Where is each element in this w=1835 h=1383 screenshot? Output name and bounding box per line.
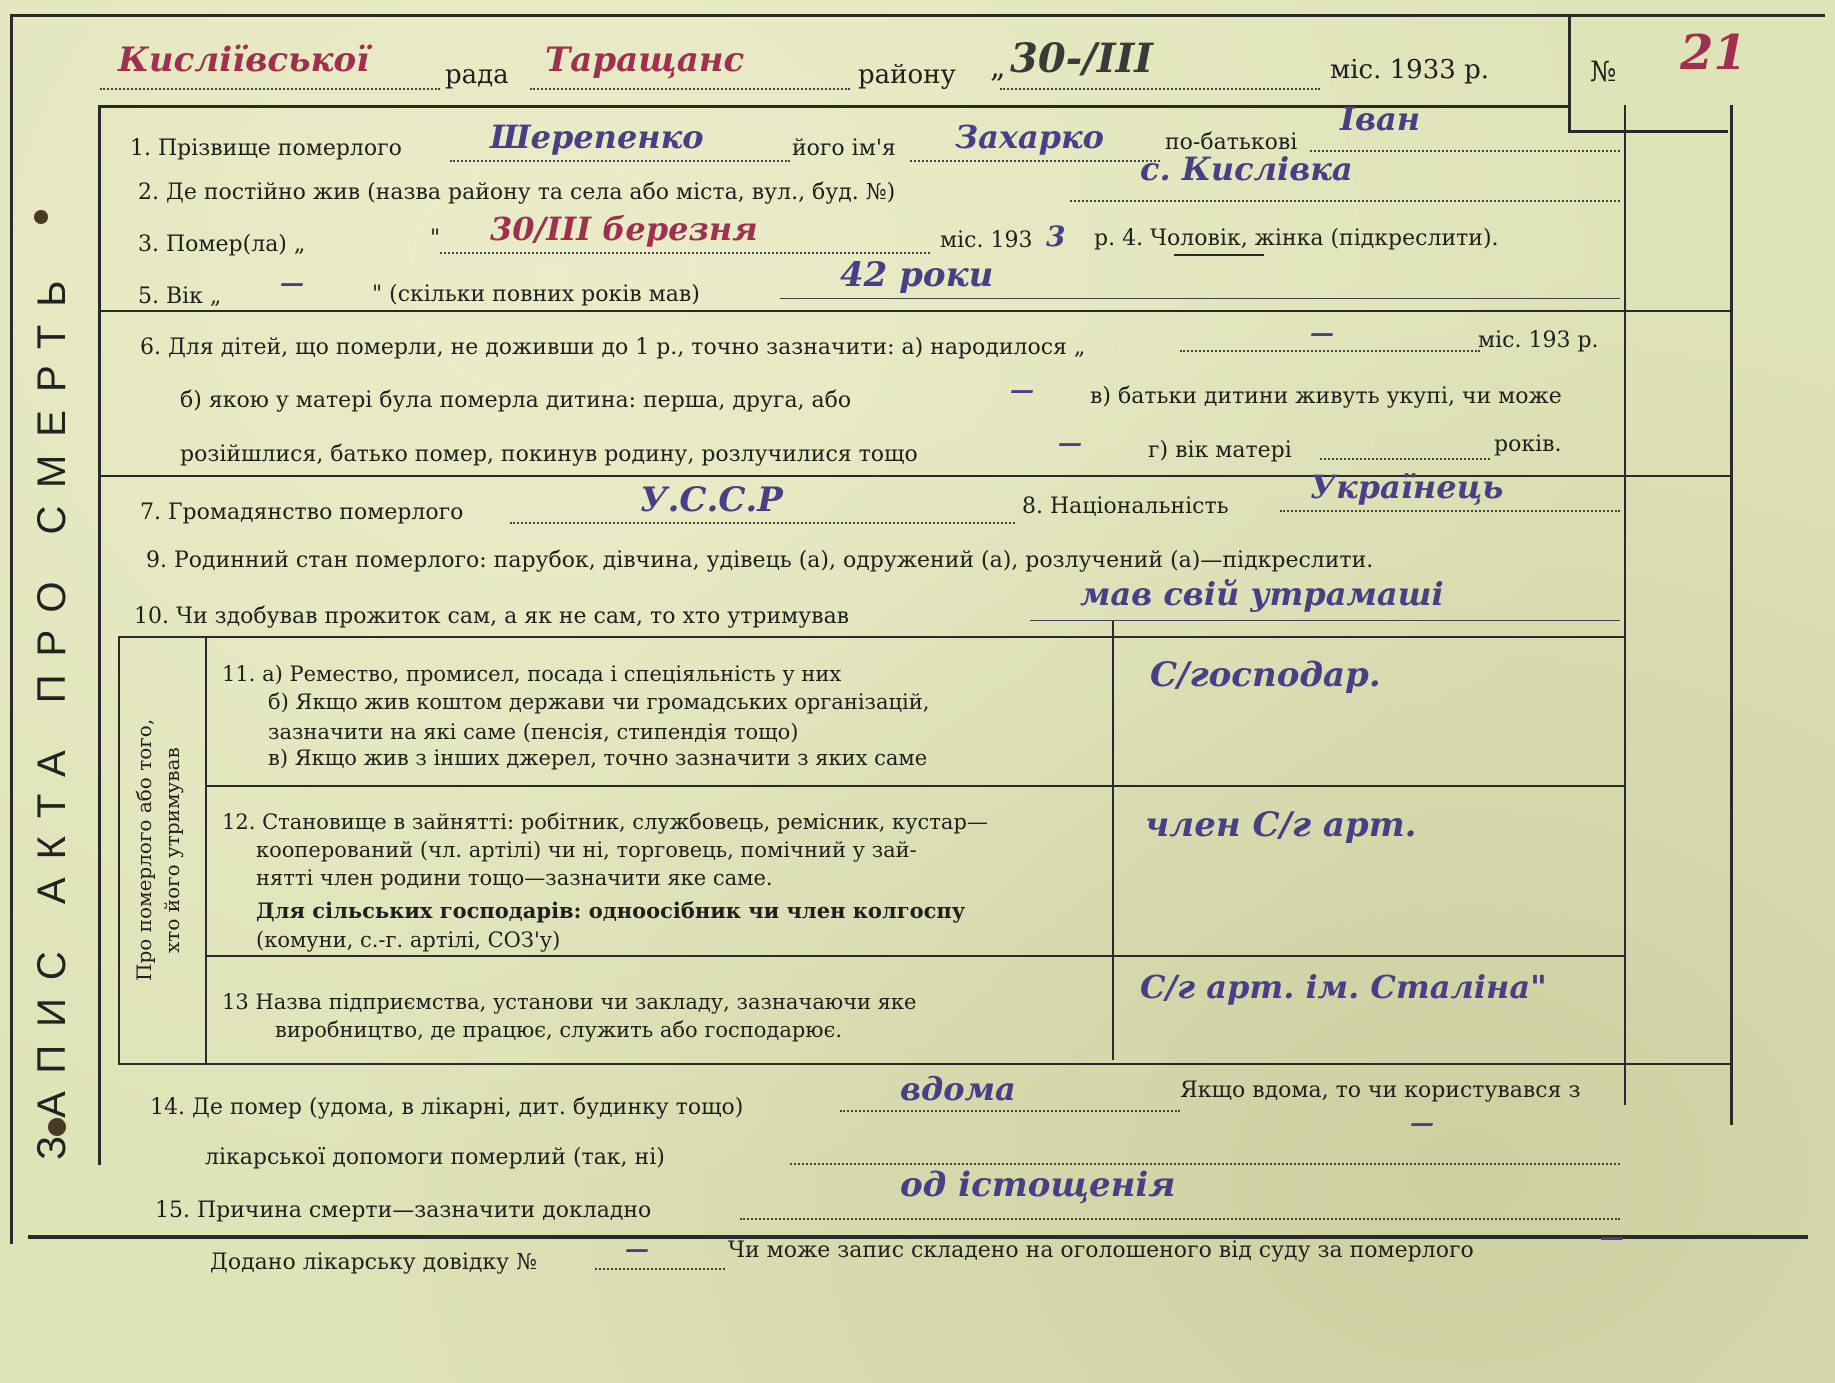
q11-value: С/господар. [1150,655,1381,695]
q12-line1: 12. Становище в зайнятті: робітник, службовець, ремісник, кустар— [222,810,988,834]
q3-date: 30/III березня [490,210,758,248]
dotted-line [1310,150,1620,152]
q3-label: 3. Помер(ла) „ [138,232,306,257]
q5-note: " (скільки повних років мав) [372,282,700,307]
rule-after-q12 [205,955,1626,957]
side-group-left [118,636,120,1064]
q2-place: с. Кислівка [1140,150,1353,188]
q1-patronymic-label: по-батькові [1165,130,1298,155]
q6-line3-b: г) вік матері [1148,438,1292,463]
dotted-line [1320,458,1490,460]
dotted-line [1030,620,1620,621]
ink-spot [34,210,48,224]
rule-after-q5 [98,310,1730,312]
dotted-line [740,1218,1620,1220]
q5-age: 42 роки [840,255,994,295]
q5-dash: — [280,268,304,297]
q8-label: 8. Національність [1022,494,1229,519]
q6-line1-end: міс. 193 р. [1478,328,1599,353]
side-subtitle-2: хто його утримував [160,747,184,953]
q6-line3-a: розійшлися, батько помер, покинув родину, розлучилися тощо [180,442,918,467]
q14-line2: лікарської допомоги померлий (так, ні) [205,1145,665,1170]
q11-line1: 11. а) Ремество, промисел, посада і спеціяльність у них [222,662,842,686]
q6-line3-c: років. [1494,432,1562,457]
dotted-line [450,160,790,162]
q12-line2: кооперований (чл. артілі) чи ні, торговець, помічний у зай- [256,838,917,862]
q14-place: вдома [900,1070,1016,1108]
footer-end-dash: — [1600,1222,1624,1251]
district-handwritten: Таращанс [545,40,745,80]
number-handwritten: 21 [1680,25,1747,81]
q3-month-label: міс. 193 [940,228,1033,253]
q15-cause: од істощенія [900,1165,1176,1205]
q7-label: 7. Громадянство померлого [140,500,464,525]
date-handwritten: 30-/III [1010,35,1154,82]
q7-citizenship: У.С.С.Р [640,480,783,520]
value-column-divider [1112,620,1114,1060]
dotted-line [1000,88,1320,90]
dotted-line [1280,510,1620,512]
dotted-line [440,252,930,254]
side-title: ЗАПИС АКТА ПРО СМЕРТЬ [30,262,74,1160]
side-subtitle-1: Про померлого або того, [132,718,156,982]
q14-line1-end: Якщо вдома, то чи користувався з [1180,1078,1581,1103]
q6-line1-dash: — [1310,318,1334,347]
q2-label: 2. Де постійно жив (назва району та села або міста, вул., буд. №) [138,180,896,205]
number-label: № [1590,55,1617,88]
q6-line2-b: в) батьки дитини живуть укупі, чи може [1090,384,1562,409]
dotted-line [100,88,440,90]
underline-male [1174,254,1264,256]
q12-line3: нятті член родини тощо—зазначити яке саме. [256,866,773,890]
district-label: району [858,60,956,90]
dotted-line [910,160,1160,162]
q12-line5: (комуни, с.-г. артілі, СОЗ'у) [256,928,561,952]
q1-name: Захарко [955,118,1104,156]
q13-value: С/г арт. ім. Сталіна" [1140,968,1547,1006]
q3-year: 3 [1046,220,1066,253]
dotted-line [595,1268,725,1270]
rule-after-q13 [118,1063,1730,1065]
date-quote: „ [990,50,1006,85]
number-box-bottom [1568,130,1728,133]
q1-label: 1. Прізвище померлого [130,136,402,161]
footer-dash: — [625,1234,649,1263]
frame-left [10,14,13,1244]
q12-line4: Для сільських господарів: одноосібник чи член колгоспу [256,898,966,923]
q1-name-label: його ім'я [792,136,896,161]
outer-right [1730,105,1733,1125]
inner-left [98,105,101,1165]
frame-top [10,14,1825,17]
q14-line1: 14. Де помер (удома, в лікарні, дит. будинку тощо) [150,1095,744,1120]
month-label: міс. 1933 р. [1330,55,1489,85]
dotted-line [510,522,1015,524]
dotted-line [530,88,850,90]
q1-surname: Шерепенко [490,118,704,156]
q10-label: 10. Чи здобував прожиток сам, а як не сам, то хто утримував [134,604,850,629]
footer-label: Додано лікарську довідку № [210,1250,537,1275]
q15-label: 15. Причина смерти—зазначити докладно [155,1198,652,1223]
q11-line4: в) Якщо жив з інших джерел, точно зазначити з яких саме [268,746,928,770]
number-box-left [1568,14,1571,132]
q3-rest: р. 4. Чоловік, жінка (підкреслити). [1094,226,1499,251]
rada-label: рада [445,60,509,90]
q11-line2: б) Якщо жив коштом держави чи громадських організацій, [268,690,930,714]
dotted-line [1070,200,1620,202]
q6-line2-dash: — [1010,375,1034,404]
q11-line3: зазначити на які саме (пенсія, стипендія тощо) [268,720,799,744]
dotted-line [780,298,1620,299]
rule-after-q10 [118,636,1626,638]
q6-line1: 6. Для дітей, що померли, не доживши до 1 р., точно зазначити: а) народилося „ [140,335,1086,360]
q5-label: 5. Вік „ [138,284,222,309]
q10-support: мав свій утрамаші [1080,575,1444,613]
q1-patronymic: Іван [1340,100,1421,138]
q3-quote: " [430,226,441,251]
footer-middle: Чи може запис складено на оголошеного від суду за померлого [728,1238,1474,1263]
dotted-line [840,1110,1180,1112]
dotted-line [1180,350,1480,352]
q9-label: 9. Родинний стан померлого: парубок, дівчина, удівець (а), одружений (а), розлучений (а)—підкреслити. [146,548,1374,573]
village-handwritten: Кисліївської [118,40,370,80]
q6-line3-dash: — [1058,428,1082,457]
q13-line1: 13 Назва підприємства, установи чи закладу, зазначаючи яке [222,990,917,1014]
q13-line2: виробництво, де працює, служить або господарює. [275,1018,843,1042]
rule-after-q11 [205,785,1626,787]
q6-line2-a: б) якою у матері була померла дитина: перша, друга, або [180,388,852,413]
q14-line2-dash: — [1410,1108,1434,1137]
q8-nationality: Українець [1310,468,1504,506]
q12-value: член С/г арт. [1145,805,1417,845]
side-group-right [205,636,207,1064]
